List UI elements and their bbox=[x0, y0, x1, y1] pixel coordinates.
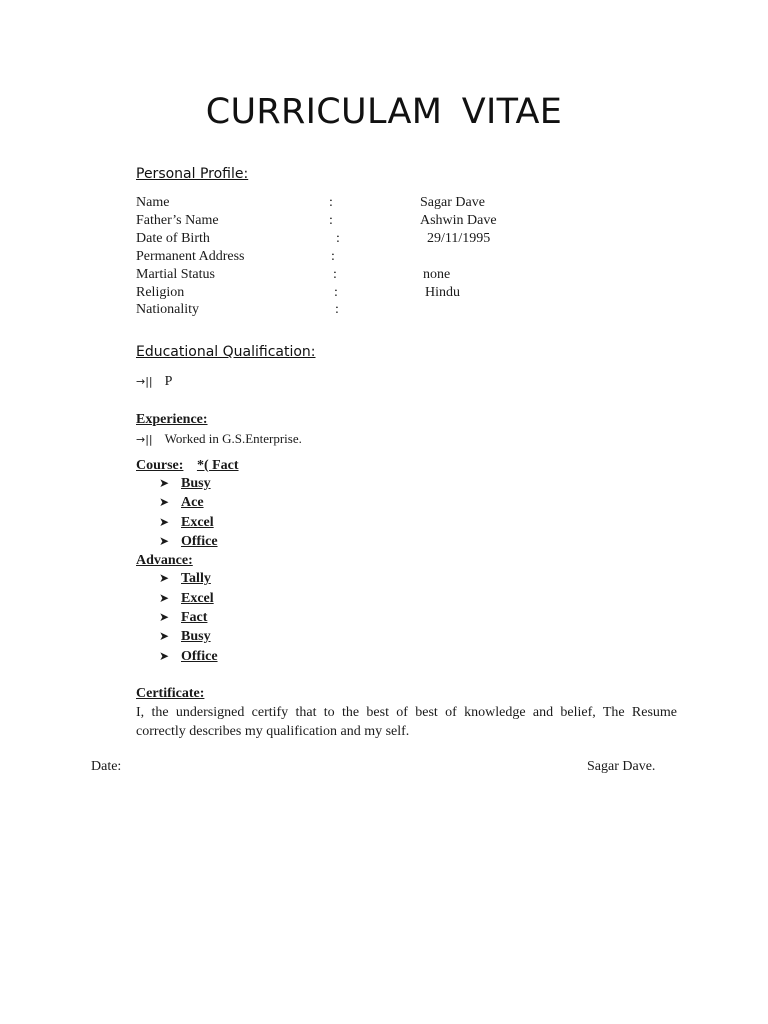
arrow-bullet-icon: ➤ bbox=[159, 629, 170, 643]
profile-row-nationality bbox=[136, 302, 339, 320]
profile-value: Sagar Dave bbox=[420, 195, 485, 210]
experience-item-text: Worked in G.S.Enterprise. bbox=[164, 431, 302, 446]
course-item bbox=[159, 534, 218, 550]
education-item bbox=[136, 373, 172, 391]
profile-label: Nationality bbox=[136, 302, 199, 317]
profile-colon: : bbox=[329, 213, 333, 228]
profile-value: none bbox=[423, 267, 451, 282]
profile-label: Permanent Address bbox=[136, 249, 245, 264]
profile-row-martial-status bbox=[136, 267, 451, 285]
profile-label: Father’s Name bbox=[136, 213, 219, 228]
course-item-text: Excel bbox=[181, 515, 214, 530]
profile-label: Name bbox=[136, 195, 170, 210]
course-extra: *( Fact bbox=[196, 458, 239, 473]
advance-item bbox=[159, 629, 211, 645]
profile-label: Martial Status bbox=[136, 267, 215, 282]
advance-item bbox=[159, 591, 214, 607]
education-item-text: P bbox=[164, 374, 173, 389]
arrow-bullet-icon: ➤ bbox=[159, 571, 170, 585]
course-item-text: Ace bbox=[181, 495, 204, 510]
course-item bbox=[159, 515, 214, 531]
profile-row-name bbox=[136, 195, 485, 213]
bullet-icon: →|| bbox=[136, 433, 153, 446]
arrow-bullet-icon: ➤ bbox=[159, 591, 170, 605]
arrow-bullet-icon: ➤ bbox=[159, 495, 170, 509]
profile-row-religion bbox=[136, 285, 460, 303]
personal-profile-heading: Personal Profile: bbox=[136, 166, 249, 182]
course-item bbox=[159, 476, 211, 492]
document-title: CURRICULAM VITAE bbox=[205, 92, 563, 132]
profile-row-father-name bbox=[136, 213, 497, 231]
profile-row-permanent-address bbox=[136, 249, 335, 267]
arrow-bullet-icon: ➤ bbox=[159, 534, 170, 548]
advance-item-text: Busy bbox=[181, 629, 211, 644]
advance-item-text: Office bbox=[181, 649, 218, 664]
profile-colon: : bbox=[335, 302, 339, 317]
profile-colon: : bbox=[329, 195, 333, 210]
profile-colon: : bbox=[331, 249, 335, 264]
profile-label: Date of Birth bbox=[136, 231, 210, 246]
advance-heading: Advance: bbox=[136, 553, 193, 568]
profile-colon: : bbox=[336, 231, 340, 246]
date-label: Date: bbox=[91, 759, 122, 774]
profile-label: Religion bbox=[136, 285, 185, 300]
course-item-text: Busy bbox=[181, 476, 211, 491]
certificate-line: I, the undersigned certify that to the best of best of knowledge and belief, The Resume bbox=[136, 705, 677, 720]
advance-item bbox=[159, 571, 211, 587]
advance-item-text: Fact bbox=[181, 610, 208, 625]
profile-value: Ashwin Dave bbox=[420, 213, 497, 228]
signature-name: Sagar Dave. bbox=[587, 759, 656, 774]
arrow-bullet-icon: ➤ bbox=[159, 649, 170, 663]
bullet-icon: →|| bbox=[136, 375, 153, 388]
arrow-bullet-icon: ➤ bbox=[159, 610, 170, 624]
course-item-text: Office bbox=[181, 534, 218, 549]
profile-row-date-of-birth bbox=[136, 231, 491, 249]
course-item bbox=[159, 495, 204, 511]
certificate-text bbox=[136, 703, 677, 741]
course-label: Course: bbox=[136, 458, 184, 473]
course-heading bbox=[136, 458, 239, 474]
profile-value: Hindu bbox=[425, 285, 460, 300]
advance-item-text: Excel bbox=[181, 591, 214, 606]
experience-heading: Experience: bbox=[136, 412, 208, 427]
profile-colon: : bbox=[334, 285, 338, 300]
education-heading: Educational Qualification: bbox=[136, 344, 316, 360]
certificate-heading: Certificate: bbox=[136, 686, 205, 701]
profile-value: 29/11/1995 bbox=[427, 231, 491, 246]
profile-colon: : bbox=[333, 267, 337, 282]
advance-item bbox=[159, 610, 207, 626]
arrow-bullet-icon: ➤ bbox=[159, 476, 170, 490]
advance-item bbox=[159, 649, 218, 665]
advance-item-text: Tally bbox=[181, 571, 211, 586]
certificate-line: correctly describes my qualification and my self. bbox=[136, 724, 410, 739]
arrow-bullet-icon: ➤ bbox=[159, 515, 170, 529]
experience-item bbox=[136, 430, 302, 449]
